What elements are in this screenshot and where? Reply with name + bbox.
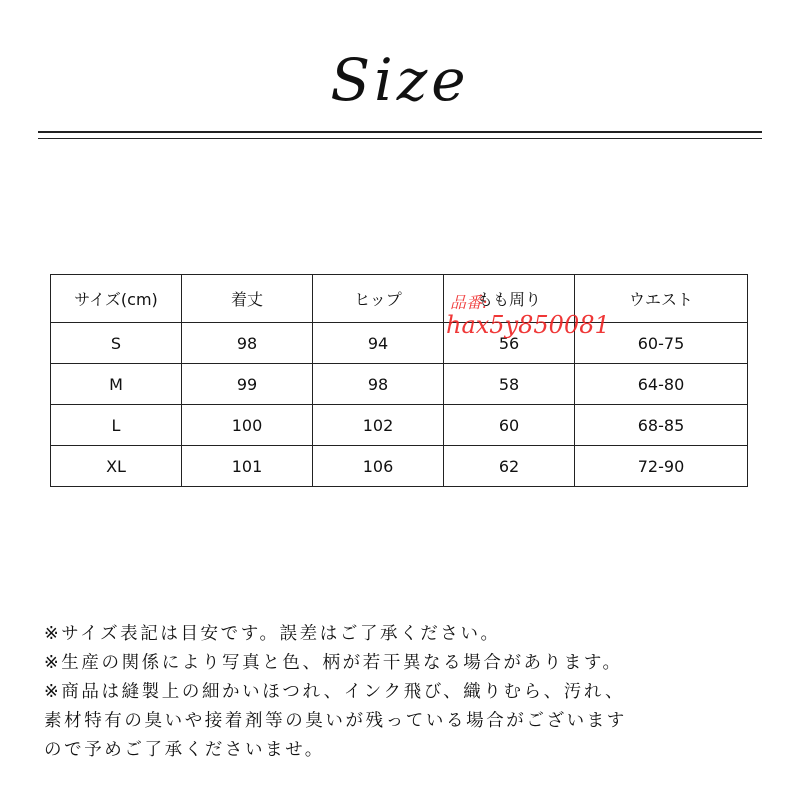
header-length: 着丈	[182, 275, 313, 323]
cell-length: 100	[182, 405, 313, 446]
note-line: ※サイズ表記は目安です。誤差はご了承ください。	[44, 624, 501, 644]
cell-size: XL	[51, 446, 182, 487]
size-table	[50, 274, 748, 487]
table-header-row	[51, 275, 748, 323]
table-row	[51, 364, 748, 405]
cell-waist: 72-90	[575, 446, 748, 487]
cell-waist: 64-80	[575, 364, 748, 405]
cell-hip: 106	[313, 446, 444, 487]
header-thigh: もも周り	[444, 275, 575, 323]
notes-block	[44, 620, 784, 765]
header-size: サイズ(cm)	[51, 275, 182, 323]
title-divider-top	[38, 131, 762, 133]
cell-size: L	[51, 405, 182, 446]
cell-length: 98	[182, 323, 313, 364]
header-waist: ウエスト	[575, 275, 748, 323]
page-title: Size	[330, 46, 470, 114]
cell-waist: 60-75	[575, 323, 748, 364]
table-row	[51, 323, 748, 364]
cell-thigh: 62	[444, 446, 575, 487]
cell-hip: 98	[313, 364, 444, 405]
cell-hip: 102	[313, 405, 444, 446]
cell-length: 101	[182, 446, 313, 487]
watermark-label: 品番:	[450, 293, 488, 312]
cell-thigh: 56	[444, 323, 575, 364]
watermark-code: hax5y850081	[446, 311, 610, 339]
cell-size: S	[51, 323, 182, 364]
cell-hip: 94	[313, 323, 444, 364]
header-hip: ヒップ	[313, 275, 444, 323]
title-divider-bottom	[38, 138, 762, 139]
cell-size: M	[51, 364, 182, 405]
table-row	[51, 405, 748, 446]
table-row	[51, 446, 748, 487]
cell-thigh: 60	[444, 405, 575, 446]
cell-thigh: 58	[444, 364, 575, 405]
cell-waist: 68-85	[575, 405, 748, 446]
note-line: 素材特有の臭いや接着剤等の臭いが残っている場合がございます	[44, 711, 627, 731]
cell-length: 99	[182, 364, 313, 405]
note-line: ※商品は縫製上の細かいほつれ、インク飛び、織りむら、汚れ、	[44, 682, 626, 702]
note-line: ので予めご了承くださいませ。	[44, 740, 325, 760]
note-line: ※生産の関係により写真と色、柄が若干異なる場合があります。	[44, 653, 623, 673]
